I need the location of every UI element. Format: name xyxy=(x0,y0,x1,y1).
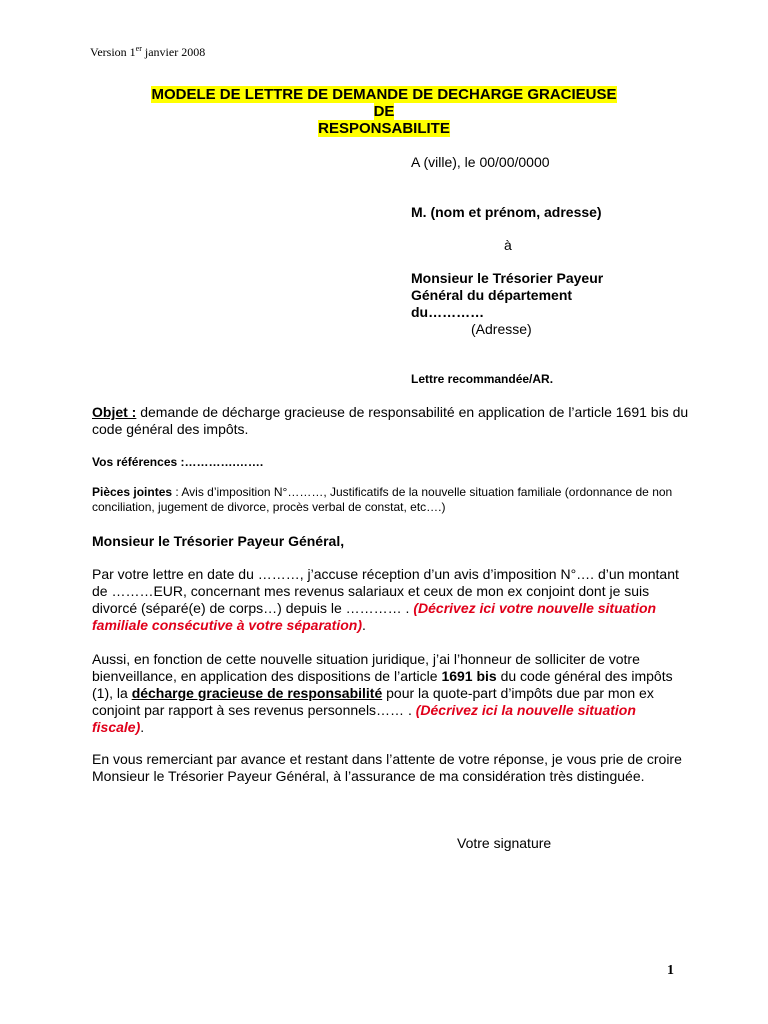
recipient-line: Général du département xyxy=(411,287,573,303)
page-number: 1 xyxy=(667,963,674,978)
signature-placeholder: Votre signature xyxy=(457,835,552,851)
subject-paragraph xyxy=(92,404,692,438)
salutation: Monsieur le Trésorier Payeur Général, xyxy=(92,533,345,549)
title-line-1: MODELE DE LETTRE DE DEMANDE DE DECHARGE GRACIEUSE xyxy=(151,86,617,103)
recipient-block xyxy=(411,270,651,321)
instruction-note: (Décrivez ici votre nouvelle situation familiale consécutive à votre séparation) xyxy=(92,600,657,633)
recipient-address: (Adresse) xyxy=(471,321,532,337)
subject-label: Objet : xyxy=(92,404,137,420)
registered-mail-note: Lettre recommandée/AR. xyxy=(411,372,554,386)
body-paragraph-1: Par votre lettre en date du ………, j’accuse réception d’un avis d’imposition N°…. d’un montant de ………EUR, concernant mes revenus salariaux et ceux de mon ex conjoint dont je suis divorcé (séparé(e) de corps…) depuis le ………… . (Décrivez ici votre nouvelle situation familiale consécutive à votre séparation). xyxy=(92,566,679,633)
subject-text: demande de décharge gracieuse de responsabilité en application de l’article 1691 bis du code général des impôts. xyxy=(92,404,689,437)
attachments-paragraph xyxy=(92,485,692,515)
body-paragraph-2: Aussi, en fonction de cette nouvelle situation juridique, j’ai l’honneur de solliciter de votre bienveillance, en application des dispositions de l’article 1691 bis du code général des impôts (1), la décharge gracieuse de responsabilité pour la quote-part d’impôts due par mon ex conjoint par rapport à ses revenus personnels…… . (Décrivez ici la nouvelle situation fiscale). xyxy=(92,651,673,735)
to-word: à xyxy=(504,237,512,253)
references-line: Vos références :………….……. xyxy=(92,455,264,469)
attachments-text: : Avis d’imposition N°………, Justificatifs de la nouvelle situation familiale (ordonnance de non conciliation, jugement de divorce, procès verbal de constat, etc….) xyxy=(92,485,673,514)
instruction-note: (Décrivez ici la nouvelle situation fiscale) xyxy=(92,702,636,735)
body-paragraph-3: En vous remerciant par avance et restant dans l’attente de votre réponse, je vous prie de croire Monsieur le Trésorier Payeur Général, à l’assurance de ma considération très distinguée. xyxy=(92,751,682,784)
attachments-label: Pièces jointes xyxy=(92,485,173,499)
highlighted-request: décharge gracieuse de responsabilité xyxy=(131,685,383,701)
title-line-3: RESPONSABILITE xyxy=(318,120,450,137)
sender-info: M. (nom et prénom, adresse) xyxy=(411,204,602,220)
recipient-line: du………… xyxy=(411,304,485,320)
place-date: A (ville), le 00/00/0000 xyxy=(411,154,550,170)
title-line-2: DE xyxy=(373,103,395,120)
version-line: Version 1er janvier 2008 xyxy=(90,44,206,59)
recipient-line: Monsieur le Trésorier Payeur xyxy=(411,270,604,286)
